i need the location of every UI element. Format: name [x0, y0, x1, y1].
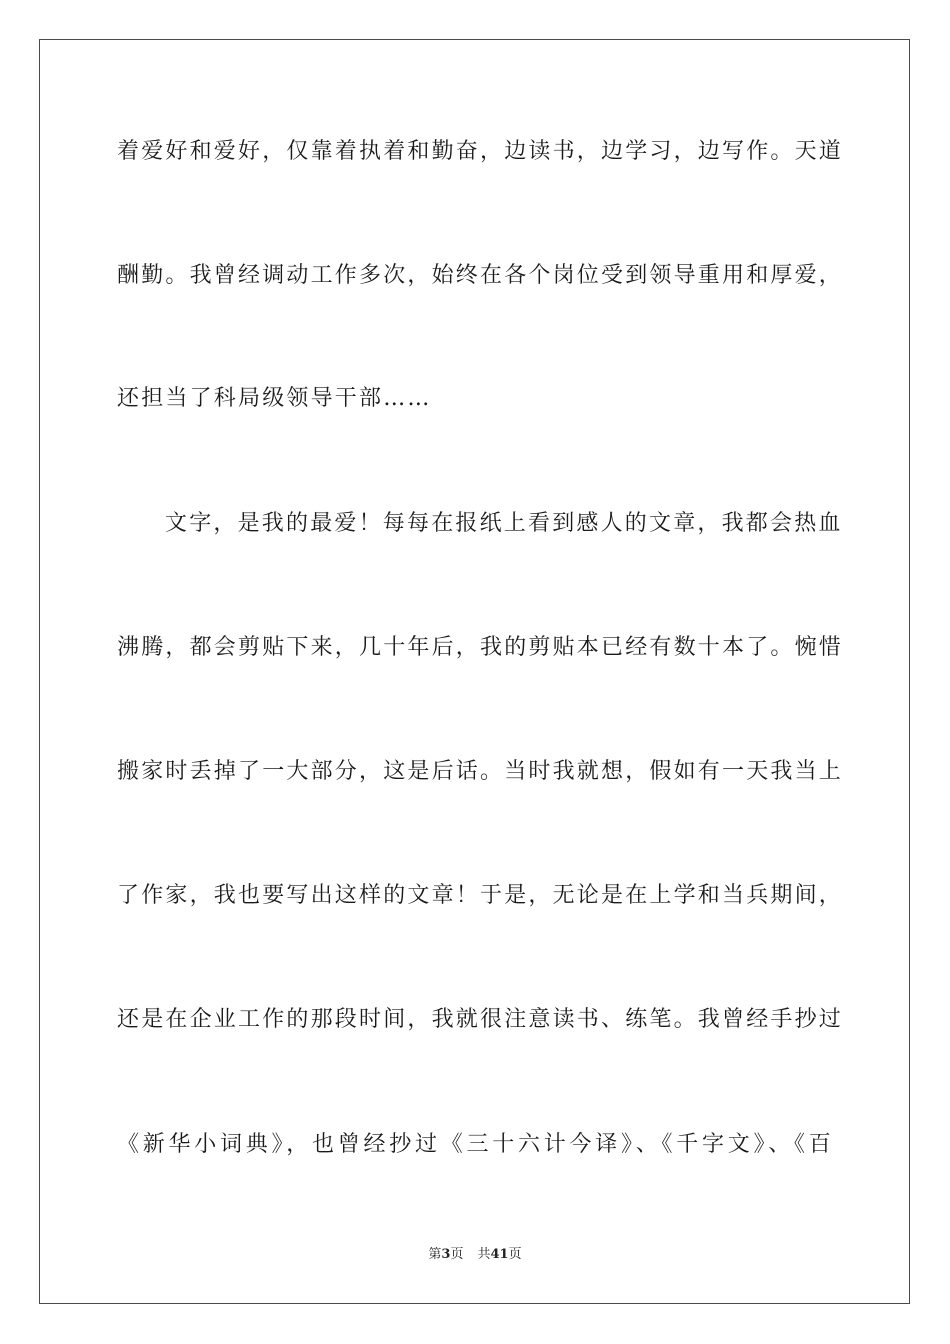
page-prefix: 第 [428, 1247, 442, 1262]
page-footer [0, 1246, 950, 1264]
total-suffix: 页 [508, 1247, 522, 1262]
text-line-8: 还是在企业工作的那段时间，我就很注意读书、练笔。我曾经手抄过 [117, 1007, 844, 1032]
text-line-2: 酬勤。我曾经调动工作多次，始终在各个岗位受到领导重用和厚爱， [117, 263, 844, 288]
text-line-7: 了作家，我也要写出这样的文章！于是，无论是在上学和当兵期间， [117, 883, 844, 908]
text-line-5: 沸腾，都会剪贴下来，几十年后，我的剪贴本已经有数十本了。惋惜 [117, 635, 844, 660]
total-prefix: 共 [477, 1247, 491, 1262]
page-border [39, 39, 910, 1304]
text-line-4: 文字，是我的最爱！每每在报纸上看到感人的文章，我都会热血 [165, 511, 843, 536]
total-pages: 41 [490, 1247, 509, 1262]
page-suffix: 页 [450, 1247, 464, 1262]
text-line-3: 还担当了科局级领导干部…… [117, 386, 432, 411]
page-number: 3 [441, 1247, 451, 1262]
text-line-6: 搬家时丢掉了一大部分，这是后话。当时我就想，假如有一天我当上 [117, 759, 844, 784]
text-line-1: 着爱好和爱好，仅靠着执着和勤奋，边读书，边学习，边写作。天道 [117, 139, 844, 164]
text-line-9: 《新华小词典》，也曾经抄过《三十六计今译》、《千字文》、《百 [117, 1132, 833, 1157]
